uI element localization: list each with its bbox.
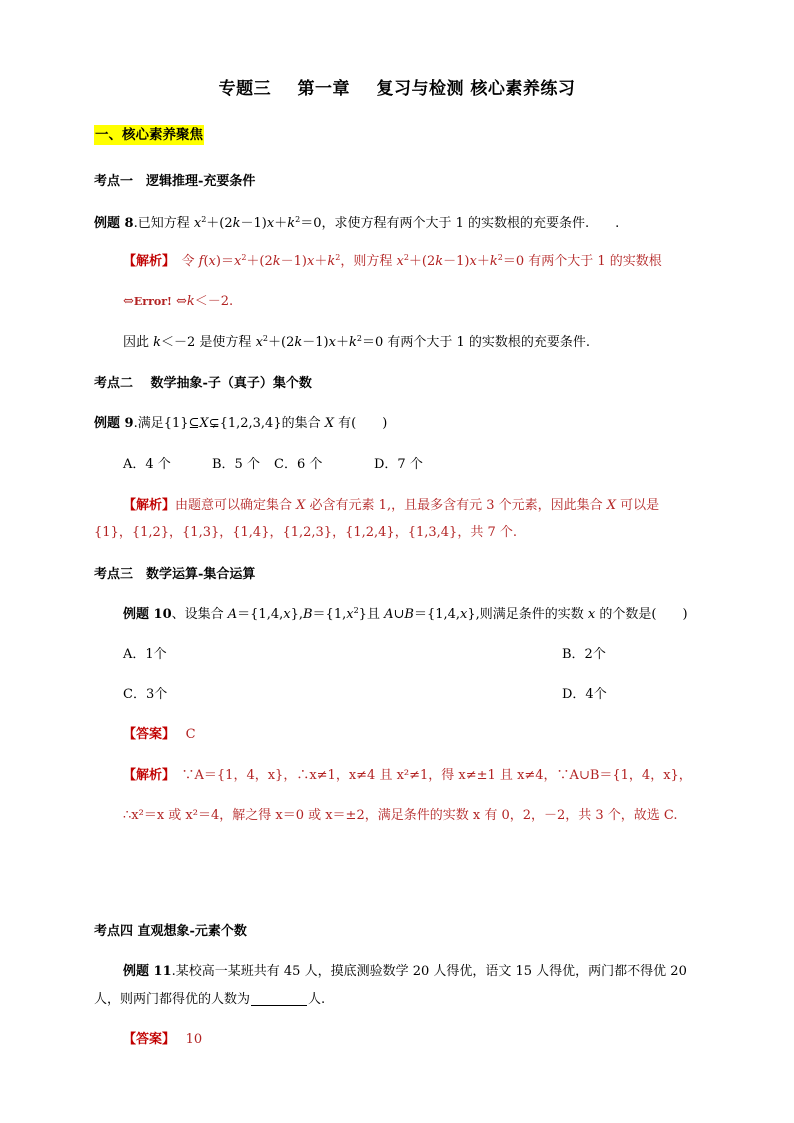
analysis-tag: 【解析】	[123, 768, 169, 783]
example-10-answer	[123, 725, 196, 745]
analysis-tag: 【解析】	[123, 254, 169, 269]
example-9-option-d: D．7 个	[374, 457, 423, 472]
answer-tag: 【答案】	[123, 727, 169, 742]
title-chapter: 第一章	[297, 79, 351, 99]
example-10-label: 例题 10	[123, 607, 172, 622]
example-10-option-d: D．4个	[562, 687, 607, 702]
example-11-answer	[123, 1030, 202, 1050]
example-10-option-c: C．3个	[123, 687, 168, 702]
answer-tag: 【答案】	[123, 1032, 169, 1047]
example-10-option-b: B．2个	[562, 647, 606, 662]
example-11-question: 例题 11.某校高一某班共有 45 人，摸底测验数学 20 人得优，语文 15 人得优，两门都不得优 20	[123, 964, 687, 979]
example-10-option-a: A．1个	[123, 647, 167, 662]
answer-blank	[251, 991, 307, 1006]
example-8-analysis: 【解析】 令 $f(x)=x^2+(2k-1)x+k^2$，则方程 $x^2+(2k-1)x+k^2=0$ 有两个大于 1 的实数根	[123, 253, 662, 269]
page-title	[0, 74, 794, 99]
example-8-label: 例题 8	[94, 216, 134, 231]
example-9-analysis: 【解析】由题意可以确定集合 X 必含有元素 1,，且最多含有元 3 个元素，因此集合 X 可以是	[123, 498, 660, 513]
analysis-tag: 【解析】	[123, 498, 176, 513]
error-field: Error!	[133, 295, 172, 308]
title-subject: 复习与检测 核心素养练习	[376, 79, 576, 99]
answer-value: 10	[185, 1032, 203, 1047]
example-9-question: 例题 9.满足{1}⊆X⊊{1,2,3,4}的集合 X 有( )	[94, 416, 388, 431]
section-heading: 一、核心素养聚焦	[95, 127, 203, 143]
topic-2-heading: 考点二 数学抽象-子（真子）集个数	[94, 376, 312, 391]
example-9-option-b: B．5 个	[212, 457, 260, 472]
example-9-option-a: A．4 个	[123, 457, 171, 472]
topic-1-heading: 考点一 逻辑推理-充要条件	[94, 174, 256, 189]
example-10-question: 例题 10、设集合 $A=\{1,4,x\},B=\{1,x^2\}$且 A∪B＝{1,4,x},则满足条件的实数 x 的个数是( )	[123, 606, 688, 622]
example-8-iff-line: ⇔Error! ⇔k＜－2.	[123, 294, 234, 309]
example-8-question: 例题 8.已知方程 $x^2+(2k-1)x+k^2=0$，求使方程有两个大于 1 的实数根的充要条件. .	[94, 215, 620, 231]
example-9-analysis-line-2: {1}，{1,2}，{1,3}，{1,4}，{1,2,3}，{1,2,4}，{1,3,4}，共 7 个.	[94, 525, 517, 540]
answer-value: C	[185, 727, 196, 742]
example-9-option-c: C．6 个	[274, 457, 323, 472]
example-8-conclusion: 因此 k＜－2 是使方程 $x^2+(2k-1)x+k^2=0$ 有两个大于 1 的实数根的充要条件.	[123, 334, 591, 350]
example-10-analysis: 【解析】 ∵A＝{1，4，x}，∴x≠1，x≠4 且 x²≠1，得 x≠±1 且 x≠4，∵A∪B＝{1，4，x}，	[123, 768, 692, 783]
example-10-analysis-line-2: ∴x²＝x 或 x²＝4，解之得 x＝0 或 x＝±2，满足条件的实数 x 有 0，2，－2，共 3 个，故选 C.	[123, 808, 678, 823]
topic-3-heading: 考点三 数学运算-集合运算	[94, 567, 256, 582]
title-topic: 专题三	[218, 79, 272, 99]
example-11-label: 例题 11	[123, 964, 172, 979]
topic-4-heading: 考点四 直观想象-元素个数	[94, 924, 247, 939]
example-9-label: 例题 9	[94, 416, 134, 431]
example-11-question-line-2: 人，则两门都得优的人数为 人.	[94, 992, 326, 1007]
